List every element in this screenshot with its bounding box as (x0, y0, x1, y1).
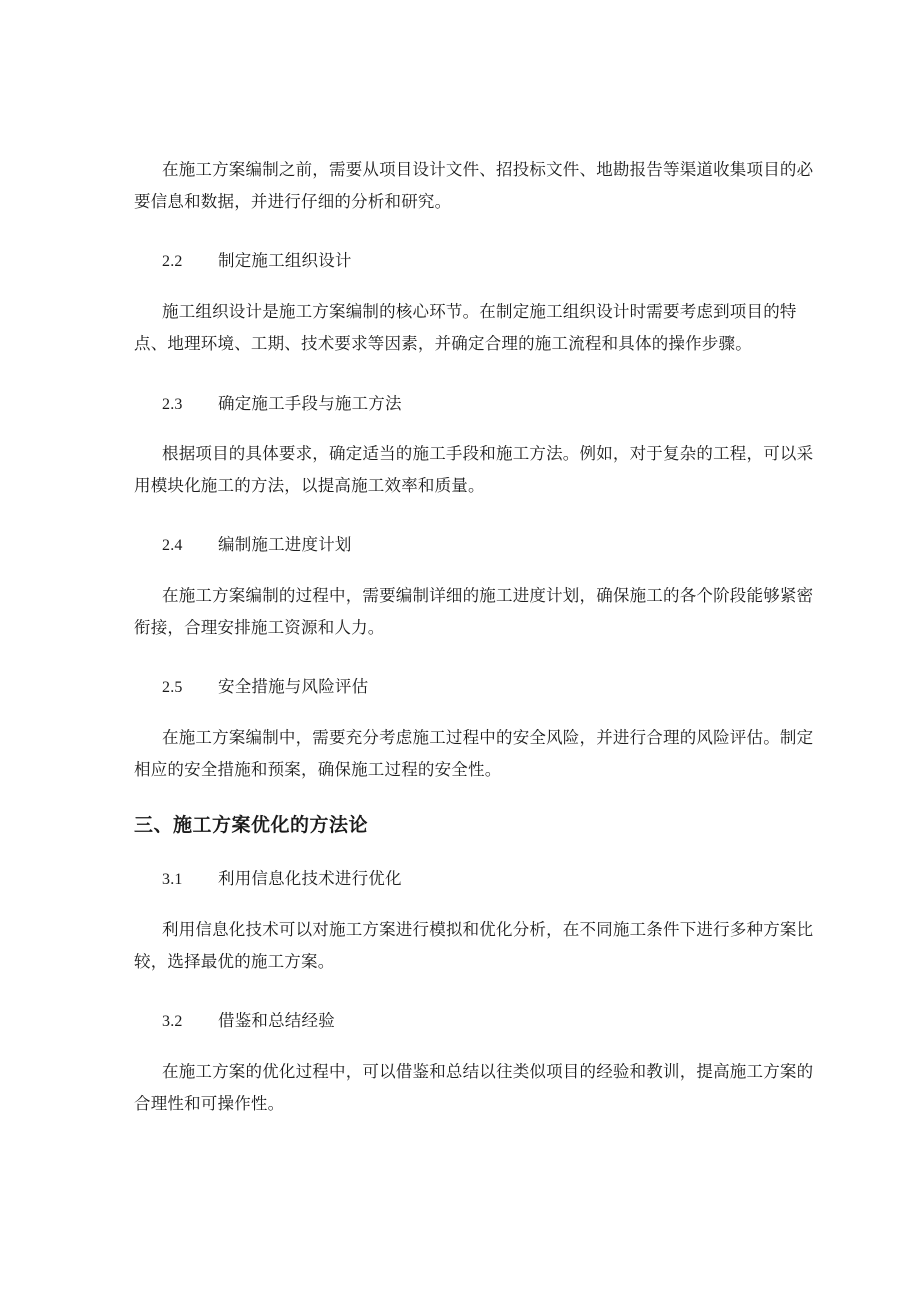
section-3-2-body-block (134, 1056, 814, 1120)
section-number: 2.3 (162, 396, 183, 413)
chapter-3-heading-block (134, 812, 814, 838)
section-2-5-body-block (134, 722, 814, 786)
section-2-2-body-block (134, 296, 814, 360)
section-title: 借鉴和总结经验 (218, 1011, 335, 1030)
section-2-4-heading (134, 533, 814, 558)
section-3-1-heading (134, 867, 814, 892)
section-2-2-heading (134, 249, 814, 274)
section-title: 利用信息化技术进行优化 (218, 869, 402, 888)
section-2-2-body: 施工组织设计是施工方案编制的核心环节。在制定施工组织设计时需要考虑到项目的特点、地理环境、工期、技术要求等因素，并确定合理的施工流程和具体的操作步骤。 (134, 302, 797, 353)
section-2-5-heading (134, 675, 814, 700)
section-2-5-body: 在施工方案编制中，需要充分考虑施工过程中的安全风险，并进行合理的风险评估。制定相应的安全措施和预案，确保施工过程的安全性。 (134, 728, 814, 779)
intro-paragraph: 在施工方案编制之前，需要从项目设计文件、招投标文件、地勘报告等渠道收集项目的必要信息和数据，并进行仔细的分析和研究。 (134, 160, 814, 211)
section-2-4-body-block (134, 580, 814, 644)
section-3-1-body: 利用信息化技术可以对施工方案进行模拟和优化分析，在不同施工条件下进行多种方案比较，选择最优的施工方案。 (134, 920, 814, 971)
section-3-1-body-block (134, 914, 814, 978)
section-number: 2.5 (162, 679, 183, 696)
section-title: 编制施工进度计划 (218, 535, 352, 554)
chapter-3-heading: 三、施工方案优化的方法论 (134, 814, 369, 836)
section-2-3-heading (134, 392, 814, 417)
intro-paragraph-block (134, 154, 814, 218)
section-number: 2.4 (162, 537, 183, 554)
section-2-3-body-block (134, 438, 814, 502)
section-3-2-body: 在施工方案的优化过程中，可以借鉴和总结以往类似项目的经验和教训，提高施工方案的合理性和可操作性。 (134, 1062, 814, 1113)
section-3-2-heading (134, 1009, 814, 1034)
section-2-3-body: 根据项目的具体要求，确定适当的施工手段和施工方法。例如，对于复杂的工程，可以采用模块化施工的方法，以提高施工效率和质量。 (134, 444, 814, 495)
section-title: 制定施工组织设计 (218, 251, 352, 270)
section-title: 安全措施与风险评估 (218, 677, 369, 696)
section-number: 2.2 (162, 253, 183, 270)
section-title: 确定施工手段与施工方法 (218, 394, 402, 413)
section-number: 3.1 (162, 871, 183, 888)
section-2-4-body: 在施工方案编制的过程中，需要编制详细的施工进度计划，确保施工的各个阶段能够紧密衔接，合理安排施工资源和人力。 (134, 586, 814, 637)
section-number: 3.2 (162, 1013, 183, 1030)
